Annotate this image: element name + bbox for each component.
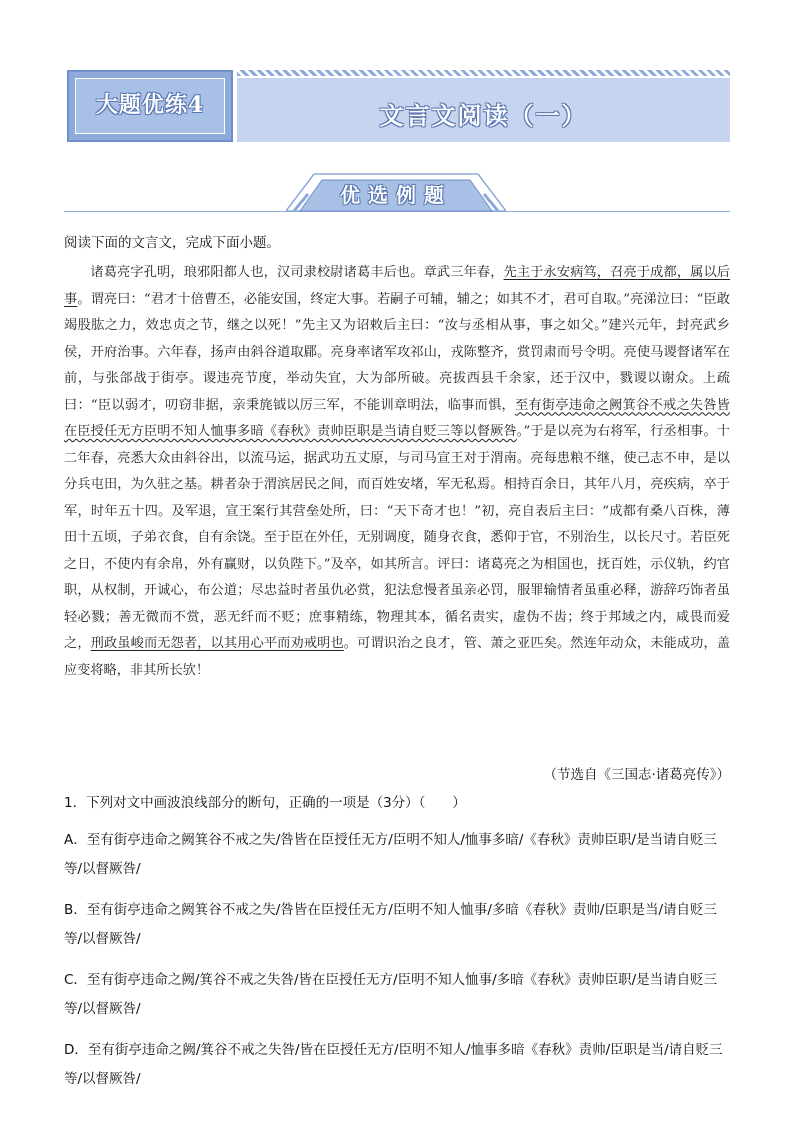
question-block [64,793,730,1106]
header-stripe [237,70,730,76]
header-tag-box [67,70,233,142]
option-d[interactable]: D．至有街亭违命之阙/箕谷不戒之失咎/皆在臣授任无方/臣明不知人/恤事多暗《春秋》责帅/臣职是当/请自贬三等/以督厥咎/ [64,1042,723,1087]
header-banner [67,70,730,142]
option-c[interactable]: C．至有街亭违命之阙/箕谷不戒之失咎/皆在臣授任无方/臣明不知人恤事/多暗《春秋》责帅臣职/是当请自贬三等/以督厥咎/ [64,972,718,1017]
passage-text: 。”于是以亮为右将军，行丞相事。十二年春，亮悉大众由斜谷出，以流马运，据武功五丈原，与司马宣王对于渭南。亮每患粮不继，使己志不申，是以分兵屯田，为久驻之基。耕者杂于渭滨居民之间，而百姓安堵，军无私焉。相持百余日，其年八月，亮疾病，卒于军，时年五十四。及军退，宣王案行其营垒处所，曰：“天下奇才也！”初，亮自表后主曰：“成都有桑八百株，薄田十五顷，子弟衣食，自有余饶。至于臣在外任，无别调度，随身衣食，悉仰于官，不别治生，以长尺寸。若臣死之日，不使内有余帛，外有赢财，以负陛下。”及卒，如其所言。评曰：诸葛亮之为相国也，抚百姓，示仪轨，约官职，从权制，开诚心，布公道；尽忠益时者虽仇必赏，犯法怠慢者虽亲必罚，服罪输情者虽重必释，游辞巧饰者虽轻必戮；善无微而不赏，恶无纤而不贬；庶事精练，物理其本，循名责实，虚伪不齿；终于邦域之内，咸畏而爱之， [64,424,730,651]
section-label-badge [286,170,506,212]
header-title-box [237,78,730,142]
passage-text: 。可谓识治之良才，管、萧之亚匹矣。然连年动众，未能成功，盖应变将略，非其所长欤！ [64,636,731,678]
underlined-sentence-1: 先主于永安病笃，召亮于成都，属以后事 [64,265,730,307]
question-stem: 1．下列对文中画波浪线部分的断句，正确的一项是（3分）（ ） [64,795,466,811]
instruction-text: 阅读下面的文言文，完成下面小题。 [64,235,280,251]
wavy-underlined-segment: 至有街亭违命之阙箕谷不戒之失咎皆在臣授任无方臣明不知人恤事多暗《春秋》责帅臣职是当请自贬三等以督厥咎 [64,397,730,439]
passage-text: 。谓亮曰：“君才十倍曹丕，必能安国，终定大事。若嗣子可辅，辅之；如其不才，君可自取。”亮涕泣曰：“臣敢竭股肱之力，效忠贞之节，继之以死！”先主又为诏敕后主曰：“汝与丞相从事，事之如父。”建兴元年，封亮武乡侯，开府治事。六年春，扬声由斜谷道取郿。亮身率诸军攻祁山，戎陈整齐，赏罚肃而号令明。亮使马谡督诸军在前，与张郃战于街亭。谡违亮节度，举动失宜，大为郃所破。亮拔西县千余家，还于汉中，戮谡以谢众。上疏曰：“臣以弱才，叨窃非据，亲秉旄钺以厉三军，不能训章明法，临事而惧， [64,291,730,413]
source-citation: （节选自《三国志·诸葛亮传》） [543,767,730,783]
passage-text: 诸葛亮字孔明，琅邪阳都人也，汉司隶校尉诸葛丰后也。章武三年春， [90,265,504,280]
page-title: 文言文阅读（一） [379,101,588,130]
underlined-sentence-2: 刑政虽峻而无怨者，以其用心平而劝戒明也 [90,636,344,651]
section-label: 优选例题 [340,183,452,207]
header-tag: 大题优练4 [95,92,205,118]
passage-paragraph [64,260,730,684]
option-b[interactable]: B．至有街亭违命之阙箕谷不戒之失/咎皆在臣授任无方/臣明不知人恤事/多暗《春秋》责帅/臣职是当/请自贬三等/以督厥咎/ [64,902,718,947]
option-a[interactable]: A．至有街亭违命之阙箕谷不戒之失/咎皆在臣授任无方/臣明不知人/恤事多暗/《春秋》责帅臣职/是当请自贬三等/以督厥咎/ [64,832,717,877]
passage [64,260,730,684]
